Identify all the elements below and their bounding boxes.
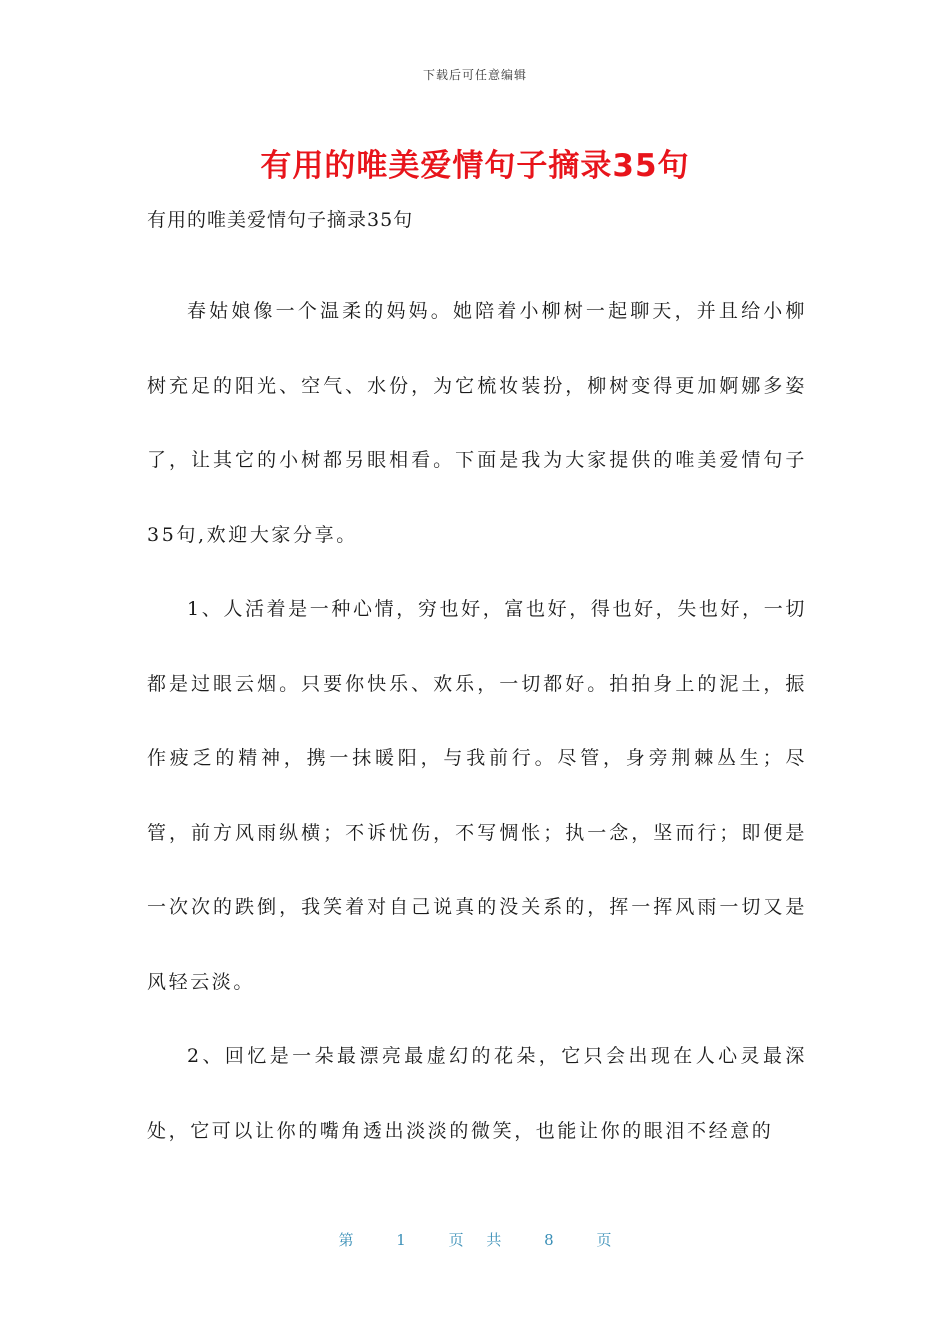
- footer-current-page: 1: [396, 1231, 406, 1249]
- paragraph-1: 1、人活着是一种心情，穷也好，富也好，得也好，失也好，一切都是过眼云烟。只要你快乐、欢乐，一切都好。拍拍身上的泥土，振作疲乏的精神，携一抹暖阳，与我前行。尽管，身旁荆棘丛生；尽管，前方风雨纵横；不诉忧伤，不写惆怅；执一念，坚而行；即便是一次次的跌倒，我笑着对自己说真的没关系的，挥一挥风雨一切又是风轻云淡。: [147, 598, 807, 993]
- paragraph-intro: 春姑娘像一个温柔的妈妈。她陪着小柳树一起聊天，并且给小柳树充足的阳光、空气、水份，为它梳妆装扮，柳树变得更加婀娜多姿了，让其它的小树都另眼相看。下面是我为大家提供的唯美爱情句子35句,欢迎大家分享。: [147, 300, 807, 546]
- document-title: 有用的唯美爱情句子摘录35句: [260, 148, 690, 184]
- header-note: 下载后可任意编辑: [422, 68, 527, 82]
- footer-total-pages: 8: [544, 1231, 554, 1249]
- paragraph-2: 2、回忆是一朵最漂亮最虚幻的花朵，它只会出现在人心灵最深处，它可以让你的嘴角透出淡淡的微笑，也能让你的眼泪不经意的: [147, 1045, 807, 1142]
- footer-prefix: 第: [338, 1231, 354, 1249]
- footer-middle: 页 共: [448, 1231, 502, 1249]
- document-body: [147, 200, 807, 1168]
- document-subtitle: 有用的唯美爱情句子摘录35句: [147, 209, 414, 231]
- footer-suffix: 页: [596, 1231, 612, 1249]
- page-footer: [0, 1229, 950, 1250]
